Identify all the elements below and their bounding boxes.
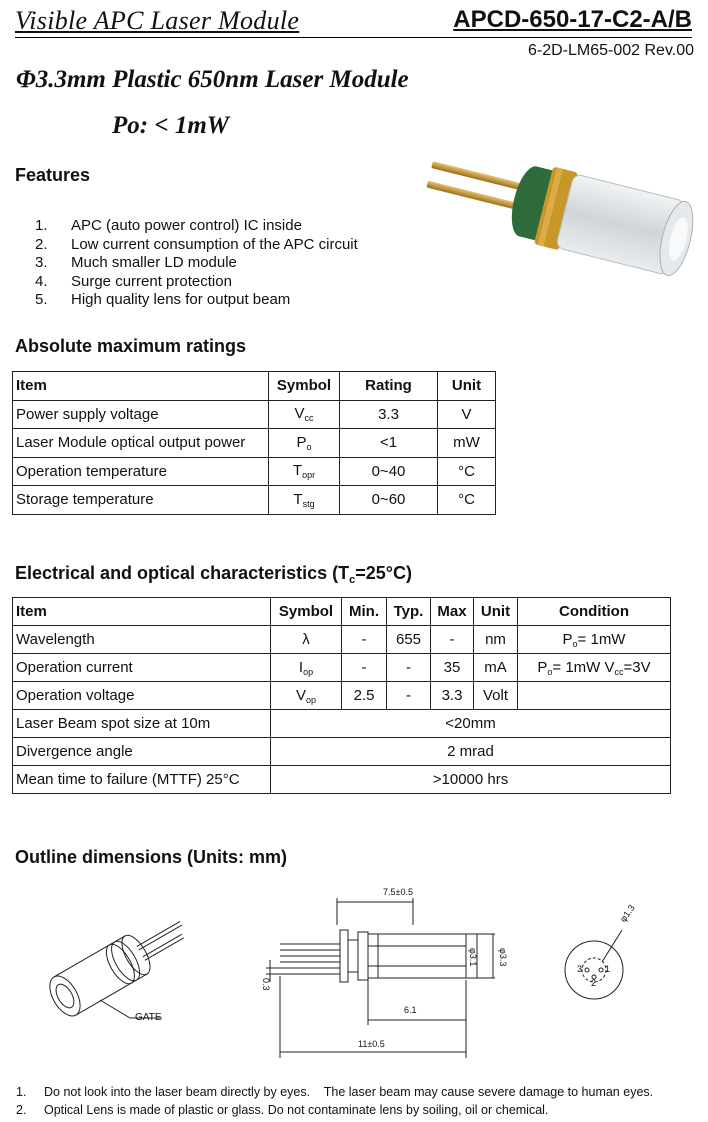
dim-total-length: 11±0.5 xyxy=(358,1039,385,1049)
table-row: Storage temperature $T_{stg}$ 0~60 °C xyxy=(13,486,496,515)
table-row: Operation temperature $T_{opr}$ 0~40 °C xyxy=(13,457,496,486)
doc-revision: 6-2D-LM65-002 Rev.00 xyxy=(527,42,694,59)
features-list xyxy=(35,217,358,310)
dim-pin-circle: φ1.3 xyxy=(618,902,637,924)
page-title: Φ3.3mm Plastic 650nm Laser Module xyxy=(16,66,409,93)
dim-inner-diameter: φ3.1 xyxy=(468,948,478,967)
dim-barrel-length: 6.1 xyxy=(404,1005,417,1015)
table-row: Divergence angle 2 mrad xyxy=(13,738,671,766)
list-item: 1. Do not look into the laser beam directly by eyes. The laser beam may cause severe damage to human eyes. xyxy=(16,1085,654,1099)
table-row: Laser Beam spot size at 10m <20mm xyxy=(13,710,671,738)
abs-max-heading: Absolute maximum ratings xyxy=(15,336,247,356)
list-item: 3. Much smaller LD module xyxy=(35,254,237,271)
abs-max-table xyxy=(12,371,496,515)
outline-heading: Outline dimensions (Units: mm) xyxy=(15,847,288,867)
list-item: 2. Optical Lens is made of plastic or glass. Do not contaminate lens by soiling, oil or chemical. xyxy=(16,1103,549,1117)
pin-3-label: 3 xyxy=(577,964,583,974)
dim-pin-thickness: 0.3 xyxy=(261,978,271,991)
table-row: Mean time to failure (MTTF) 25°C >10000 hrs xyxy=(13,766,671,794)
dim-outer-diameter: φ3.3 xyxy=(498,948,508,967)
part-number: APCD-650-17-C2-A/B xyxy=(453,6,692,33)
pin-1-label: 1 xyxy=(605,964,611,974)
list-item: 4. Surge current protection xyxy=(35,272,232,290)
eo-table xyxy=(12,597,671,794)
table-row: Power supply voltage $V_{cc}$ 3.3 V xyxy=(13,400,496,429)
outline-3d-sketch xyxy=(30,905,200,1035)
notes xyxy=(16,1083,653,1119)
list-item: 5. High quality lens for output beam xyxy=(35,291,291,308)
list-item: 2. Low current consumption of the APC circuit xyxy=(35,235,358,253)
gate-label: GATE xyxy=(135,1012,162,1023)
table-header-row: Item Symbol Rating Unit xyxy=(13,372,496,401)
pin-2-label: 2 xyxy=(591,978,597,988)
dim-body-length: 7.5±0.5 xyxy=(383,887,413,897)
table-row: Wavelength λ - 655 - nm $P_o= 1mW$ xyxy=(13,626,671,654)
table-row: Operation voltage $V_{op}$ 2.5 - 3.3 Volt xyxy=(13,682,671,710)
outline-end-view xyxy=(560,918,640,1028)
eo-heading: Electrical and optical characteristics $(T_c=25^\circ C)$ xyxy=(15,563,412,586)
table-header-row: Item Symbol Min. Typ. Max Unit Condition xyxy=(13,598,671,626)
table-row: Laser Module optical output power $P_o$ <1 mW xyxy=(13,429,496,458)
table-row: Operation current $I_{op}$ - - 35 mA $P_o= 1mW$ $V_{cc}=3V$ xyxy=(13,654,671,682)
outline-side-view xyxy=(250,880,520,1060)
product-family: Visible APC Laser Module xyxy=(15,6,300,35)
laser-module-photo xyxy=(410,160,700,310)
power-rating: Po: < 1mW xyxy=(112,112,230,139)
list-item: 1. APC (auto power control) IC inside xyxy=(35,217,302,234)
header-divider xyxy=(15,37,692,38)
features-heading: Features xyxy=(15,165,91,185)
